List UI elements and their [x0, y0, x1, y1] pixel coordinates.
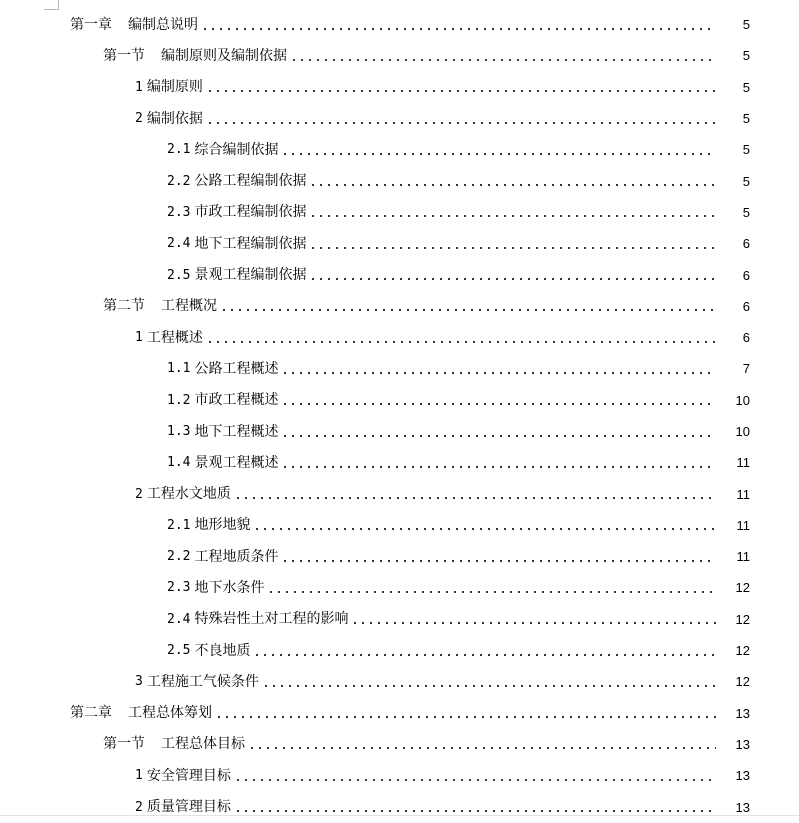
toc-entry-level-4[interactable]	[0, 510, 799, 541]
toc-entry-level-4[interactable]	[0, 385, 799, 416]
toc-entry-title: 景观工程编制依据	[194, 267, 307, 284]
toc-entry-title: 工程施工气候条件	[146, 673, 259, 690]
toc-entry-title: 不良地质	[194, 642, 251, 659]
toc-entry-level-4[interactable]	[0, 447, 799, 478]
toc-entry-level-4[interactable]	[0, 416, 799, 447]
toc-page-number: 6	[742, 298, 750, 314]
toc-entry-title: 地下工程概述	[194, 423, 279, 440]
toc-entry-title: 工程地质条件	[194, 548, 279, 565]
toc-entry-number: 1.1	[167, 361, 191, 377]
toc-entry-number: 1	[135, 330, 143, 346]
toc-dot-leader	[281, 362, 716, 376]
toc-entry-level-3[interactable]	[0, 791, 799, 822]
toc-page-number: 11	[736, 455, 750, 471]
toc-entry-level-2[interactable]	[0, 40, 799, 71]
toc-entry-level-4[interactable]	[0, 572, 799, 603]
toc-dot-leader	[253, 644, 716, 658]
toc-entry-level-1[interactable]	[0, 698, 799, 729]
page-edge-divider	[0, 815, 799, 816]
toc-page-number: 13	[735, 736, 750, 752]
toc-dot-leader	[234, 800, 716, 814]
toc-dot-leader	[215, 706, 716, 720]
toc-entry-title: 地下工程编制依据	[194, 235, 307, 252]
toc-page-number: 10	[735, 424, 750, 439]
toc-entry-number: 1	[135, 768, 143, 784]
toc-entry-title: 公路工程编制依据	[194, 173, 307, 190]
toc-dot-leader	[248, 737, 716, 751]
toc-dot-leader	[309, 268, 716, 282]
toc-dot-leader	[234, 769, 716, 783]
toc-entry-level-4[interactable]	[0, 541, 799, 572]
toc-entry-title: 工程总体筹划	[128, 705, 212, 722]
toc-page-number: 11	[736, 517, 750, 533]
toc-page-number: 5	[742, 111, 750, 127]
toc-page-number: 12	[735, 580, 750, 596]
toc-page-number: 6	[742, 330, 750, 346]
toc-page-number: 12	[735, 643, 750, 659]
toc-dot-leader	[206, 80, 716, 94]
toc-entry-title: 编制总说明	[128, 16, 198, 33]
toc-entry-title: 市政工程概述	[194, 392, 279, 409]
toc-entry-number: 1	[135, 79, 143, 95]
toc-dot-leader	[351, 612, 716, 626]
toc-entry-title: 编制原则	[146, 79, 203, 96]
toc-entry-title: 市政工程编制依据	[194, 204, 307, 221]
toc-page-number: 6	[742, 267, 750, 283]
toc-page-number: 11	[736, 486, 750, 502]
toc-dot-leader	[281, 456, 716, 470]
toc-entry-title: 综合编制依据	[194, 141, 279, 158]
toc-entry-number: 第一节	[103, 736, 145, 753]
toc-entry-title: 景观工程概述	[194, 454, 279, 471]
toc-entry-number: 1.2	[167, 392, 191, 408]
toc-dot-leader	[267, 581, 716, 595]
toc-dot-leader	[206, 331, 716, 345]
toc-entry-number: 2	[135, 799, 143, 815]
toc-entry-number: 2.1	[167, 142, 191, 158]
toc-page-number: 5	[742, 48, 750, 64]
toc-entry-number: 第一节	[103, 47, 145, 64]
toc-entry-number: 3	[135, 674, 143, 690]
toc-page-number: 5	[742, 204, 750, 220]
toc-entry-title: 编制原则及编制依据	[161, 47, 287, 64]
toc-dot-leader	[281, 393, 716, 407]
toc-entry-number: 2	[135, 486, 143, 502]
toc-entry-title: 特殊岩性土对工程的影响	[194, 611, 349, 628]
toc-dot-leader	[309, 174, 716, 188]
toc-entry-number: 2.2	[167, 173, 191, 189]
toc-entry-level-4[interactable]	[0, 635, 799, 666]
toc-entry-title: 质量管理目标	[146, 799, 231, 816]
toc-page-number: 6	[742, 236, 750, 252]
toc-dot-leader	[290, 49, 716, 63]
toc-entry-level-3[interactable]	[0, 666, 799, 697]
toc-dot-leader	[206, 112, 716, 126]
toc-dot-leader	[281, 425, 716, 439]
toc-entry-number: 1.3	[167, 424, 191, 439]
toc-page-number: 13	[735, 705, 750, 721]
toc-page-number: 12	[735, 611, 750, 627]
toc-entry-level-3[interactable]	[0, 322, 799, 353]
toc-page-number: 5	[742, 142, 750, 158]
toc-page-number: 10	[735, 392, 750, 408]
toc-entry-title: 工程概况	[161, 298, 217, 315]
toc-page-number: 13	[735, 768, 750, 784]
toc-entry-level-4[interactable]	[0, 604, 799, 635]
toc-entry-level-3[interactable]	[0, 103, 799, 134]
toc-entry-number: 2.3	[167, 204, 191, 220]
toc-entry-title: 地下水条件	[194, 579, 265, 596]
toc-entry-level-3[interactable]	[0, 478, 799, 509]
toc-entry-number: 第二节	[103, 298, 145, 315]
toc-entry-title: 工程总体目标	[161, 736, 245, 753]
toc-entry-title: 地形地貌	[194, 517, 251, 534]
toc-entry-level-4[interactable]	[0, 197, 799, 228]
toc-entry-title: 工程概述	[146, 329, 203, 346]
toc-entry-level-2[interactable]	[0, 291, 799, 322]
toc-entry-title: 公路工程概述	[194, 360, 279, 377]
toc-entry-number: 2.5	[167, 267, 191, 283]
table-of-contents	[0, 9, 799, 823]
toc-page-number: 5	[742, 17, 750, 33]
toc-page-number: 12	[735, 674, 750, 690]
toc-page-number: 7	[742, 361, 750, 377]
toc-dot-leader	[281, 550, 716, 564]
toc-entry-number: 第一章	[70, 16, 112, 33]
toc-entry-title: 工程水文地质	[146, 486, 231, 503]
toc-page-number: 11	[736, 549, 750, 565]
toc-page-number: 5	[742, 173, 750, 189]
toc-entry-number: 2	[135, 111, 143, 127]
toc-page-number: 5	[742, 79, 750, 95]
toc-page-number: 13	[735, 799, 750, 815]
toc-entry-level-4[interactable]	[0, 353, 799, 384]
toc-entry-level-3[interactable]	[0, 760, 799, 791]
toc-dot-leader	[220, 299, 716, 313]
toc-entry-number: 第二章	[70, 705, 112, 722]
toc-dot-leader	[281, 143, 716, 157]
toc-entry-level-1[interactable]	[0, 9, 799, 40]
toc-dot-leader	[309, 237, 716, 251]
toc-dot-leader	[201, 18, 716, 32]
toc-entry-level-3[interactable]	[0, 72, 799, 103]
toc-entry-level-2[interactable]	[0, 729, 799, 760]
toc-entry-level-4[interactable]	[0, 134, 799, 165]
toc-entry-number: 2.1	[167, 517, 191, 533]
toc-entry-number: 2.2	[167, 549, 191, 565]
toc-entry-number: 1.4	[167, 455, 191, 471]
toc-dot-leader	[253, 518, 716, 532]
toc-entry-level-4[interactable]	[0, 228, 799, 259]
toc-entry-level-4[interactable]	[0, 259, 799, 290]
toc-entry-title: 安全管理目标	[146, 767, 231, 784]
toc-dot-leader	[234, 487, 716, 501]
toc-entry-number: 2.5	[167, 643, 191, 659]
toc-entry-number: 2.4	[167, 236, 191, 252]
toc-dot-leader	[262, 675, 716, 689]
toc-entry-level-4[interactable]	[0, 165, 799, 196]
toc-entry-number: 2.3	[167, 580, 191, 596]
toc-dot-leader	[309, 205, 716, 219]
toc-entry-number: 2.4	[167, 611, 191, 627]
toc-entry-title: 编制依据	[146, 110, 203, 127]
